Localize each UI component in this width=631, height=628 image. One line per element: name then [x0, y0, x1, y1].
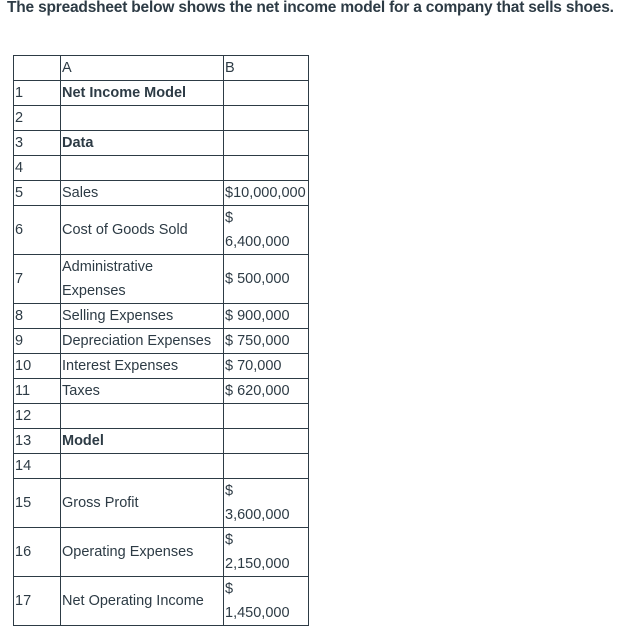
cell-b4	[224, 156, 309, 181]
row-number: 11	[14, 379, 61, 404]
cell-a15: Gross Profit	[61, 479, 224, 528]
table-row	[14, 354, 309, 379]
question-text: The spreadsheet below shows the net income model for a company that sells shoes.	[7, 0, 614, 16]
cell-text-line: Expenses	[62, 283, 126, 299]
currency-symbol: $	[225, 532, 234, 548]
table-row	[14, 404, 309, 429]
cell-b15	[224, 479, 309, 528]
table-row	[14, 429, 309, 454]
table-row	[14, 479, 309, 528]
cell-b5: $10,000,000	[224, 181, 309, 206]
cell-a14	[61, 454, 224, 479]
row-number: 15	[14, 479, 61, 528]
cell-a2	[61, 106, 224, 131]
table-row	[14, 156, 309, 181]
cell-b8: $ 900,000	[224, 304, 309, 329]
column-header-a: A	[61, 56, 224, 81]
table-row	[14, 206, 309, 255]
column-header-b: B	[224, 56, 309, 81]
cell-b14	[224, 454, 309, 479]
cell-a3: Data	[61, 131, 224, 156]
row-number: 9	[14, 329, 61, 354]
cell-a6: Cost of Goods Sold	[61, 206, 224, 255]
table-row	[14, 454, 309, 479]
cell-a1: Net Income Model	[61, 81, 224, 106]
cell-b3	[224, 131, 309, 156]
row-number: 16	[14, 528, 61, 577]
table-row	[14, 255, 309, 304]
table-row	[14, 528, 309, 577]
cell-b1	[224, 81, 309, 106]
table-row	[14, 329, 309, 354]
row-number: 6	[14, 206, 61, 255]
cell-text-line: Administrative	[62, 259, 154, 275]
currency-symbol: $	[225, 483, 234, 499]
cell-a11: Taxes	[61, 379, 224, 404]
cell-a12	[61, 404, 224, 429]
row-number: 8	[14, 304, 61, 329]
table-row	[14, 131, 309, 156]
cell-b17	[224, 577, 309, 626]
row-number: 14	[14, 454, 61, 479]
row-number: 13	[14, 429, 61, 454]
row-number: 17	[14, 577, 61, 626]
cell-value: 2,150,000	[225, 556, 290, 572]
cell-a9: Depreciation Expenses	[61, 329, 224, 354]
row-number: 10	[14, 354, 61, 379]
corner-cell	[14, 56, 61, 81]
cell-b16	[224, 528, 309, 577]
cell-a8: Selling Expenses	[61, 304, 224, 329]
cell-b6	[224, 206, 309, 255]
cell-b12	[224, 404, 309, 429]
cell-a5: Sales	[61, 181, 224, 206]
cell-b7: $ 500,000	[224, 255, 309, 304]
table-row	[14, 379, 309, 404]
cell-a13: Model	[61, 429, 224, 454]
row-number: 4	[14, 156, 61, 181]
row-number: 5	[14, 181, 61, 206]
currency-symbol: $	[225, 210, 234, 226]
table-row	[14, 181, 309, 206]
cell-value: 3,600,000	[225, 507, 290, 523]
currency-symbol: $	[225, 581, 234, 597]
row-number: 3	[14, 131, 61, 156]
cell-a16: Operating Expenses	[61, 528, 224, 577]
row-number: 12	[14, 404, 61, 429]
row-number: 1	[14, 81, 61, 106]
table-row	[14, 81, 309, 106]
cell-b9: $ 750,000	[224, 329, 309, 354]
cell-b11: $ 620,000	[224, 379, 309, 404]
column-header-row	[14, 56, 309, 81]
cell-a17: Net Operating Income	[61, 577, 224, 626]
cell-b13	[224, 429, 309, 454]
cell-a7	[61, 255, 224, 304]
table-row	[14, 577, 309, 626]
row-number: 2	[14, 106, 61, 131]
cell-a10: Interest Expenses	[61, 354, 224, 379]
spreadsheet-table	[13, 55, 309, 626]
cell-a4	[61, 156, 224, 181]
row-number: 7	[14, 255, 61, 304]
cell-b10: $ 70,000	[224, 354, 309, 379]
cell-value: 6,400,000	[225, 234, 290, 250]
table-row	[14, 106, 309, 131]
cell-value: 1,450,000	[225, 605, 290, 621]
cell-b2	[224, 106, 309, 131]
table-row	[14, 304, 309, 329]
